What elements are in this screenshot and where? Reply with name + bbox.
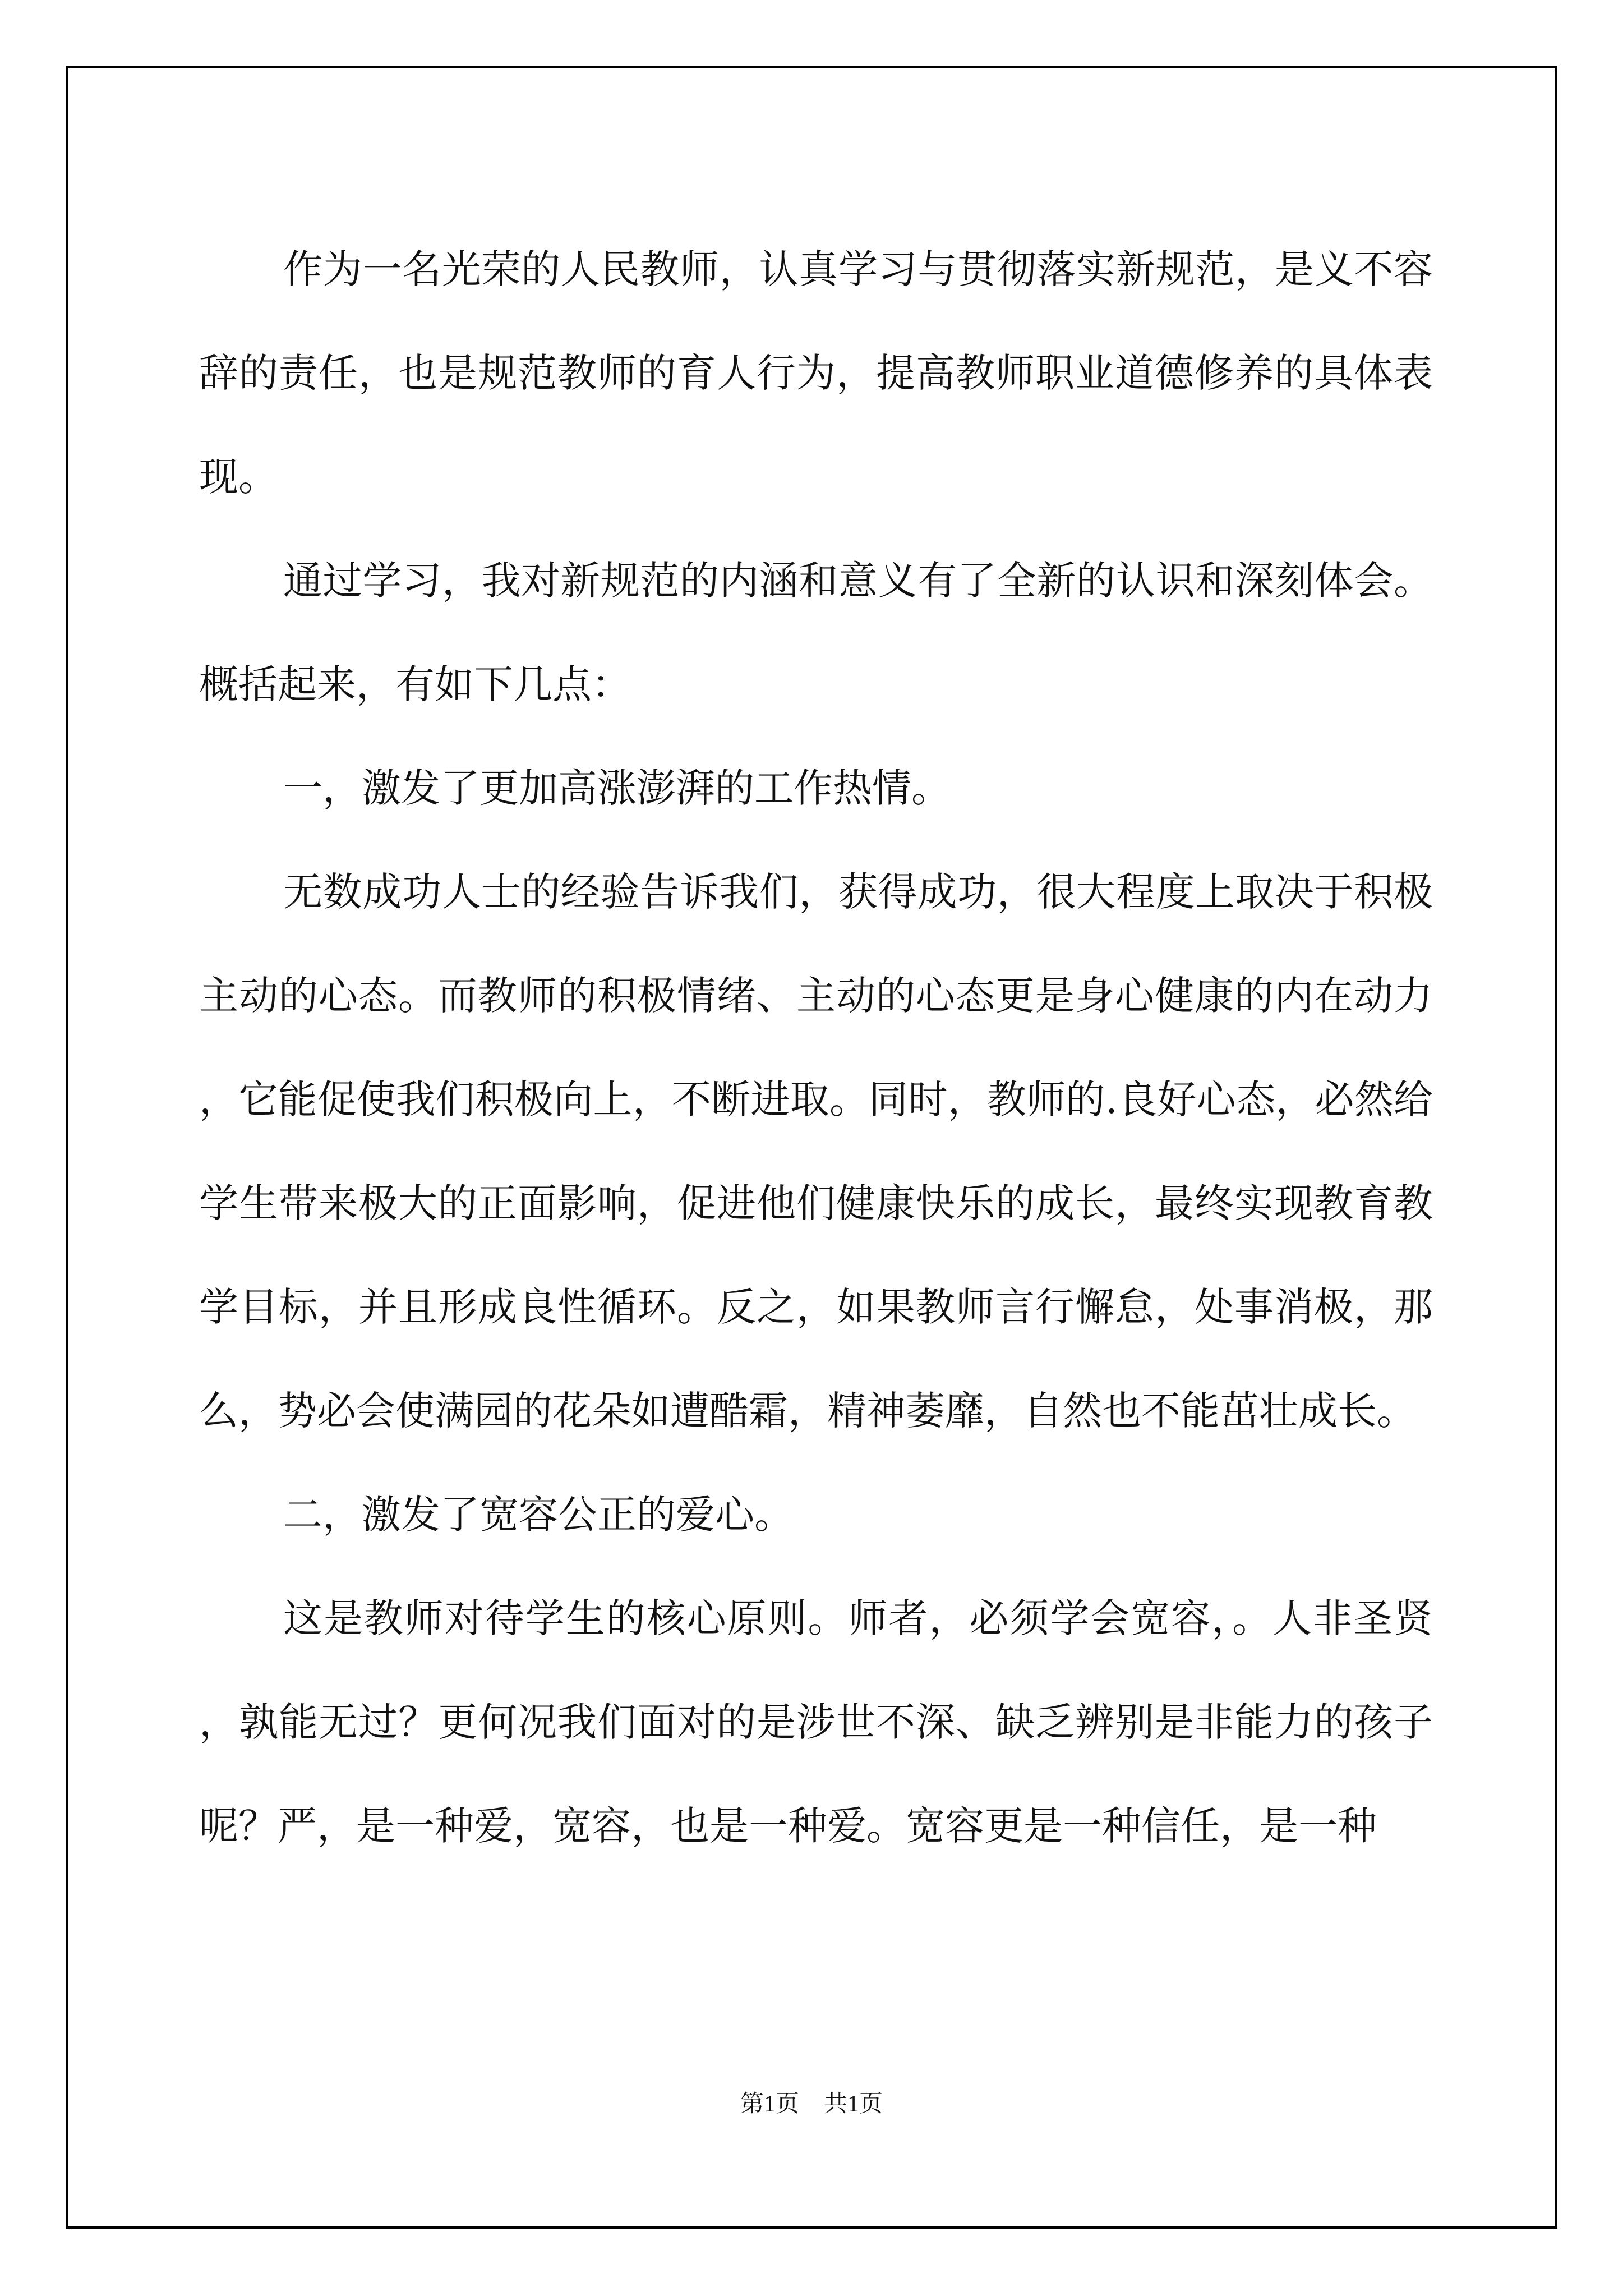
paragraph-6: 这是教师对待学生的核心原则。师者，必须学会宽容，。人非圣贤，孰能无过？更何况我们面对的是涉世不深、缺乏辨别是非能力的孩子呢？严，是一种爱，宽容，也是一种爱。宽容更是一种信任，是一种	[199, 1595, 1433, 1849]
paragraph-4: 无数成功人士的经验告诉我们，获得成功，很大程度上取决于积极主动的心态。而教师的积极情绪、主动的心态更是身心健康的内在动力，它能促使我们积极向上，不断进取。同时，教师的.良好心态，必然给学生带来极大的正面影响，促进他们健康快乐的成长，最终实现教育教学目标，并且形成良性循环。反之，如果教师言行懈怠，处事消极，那么，势必会使满园的花朵如遭酷霜，精神萎靡，自然也不能茁壮成长。	[199, 869, 1433, 1434]
page-number-current: 第1页	[740, 2091, 799, 2117]
paragraph-1: 作为一名光荣的人民教师，认真学习与贯彻落实新规范，是义不容辞的责任，也是规范教师的育人行为，提高教师职业道德修养的具体表现。	[199, 246, 1433, 500]
paragraph-3: 一，激发了更加高涨澎湃的工作热情。	[283, 765, 951, 811]
document-body	[199, 218, 1433, 1878]
paragraph-5: 二，激发了宽容公正的爱心。	[283, 1492, 794, 1538]
paragraph-2: 通过学习，我对新规范的内涵和意义有了全新的认识和深刻体会。概括起来，有如下几点：	[199, 558, 1433, 707]
page-footer	[0, 2085, 1623, 2119]
page-number-total: 共1页	[824, 2091, 883, 2117]
